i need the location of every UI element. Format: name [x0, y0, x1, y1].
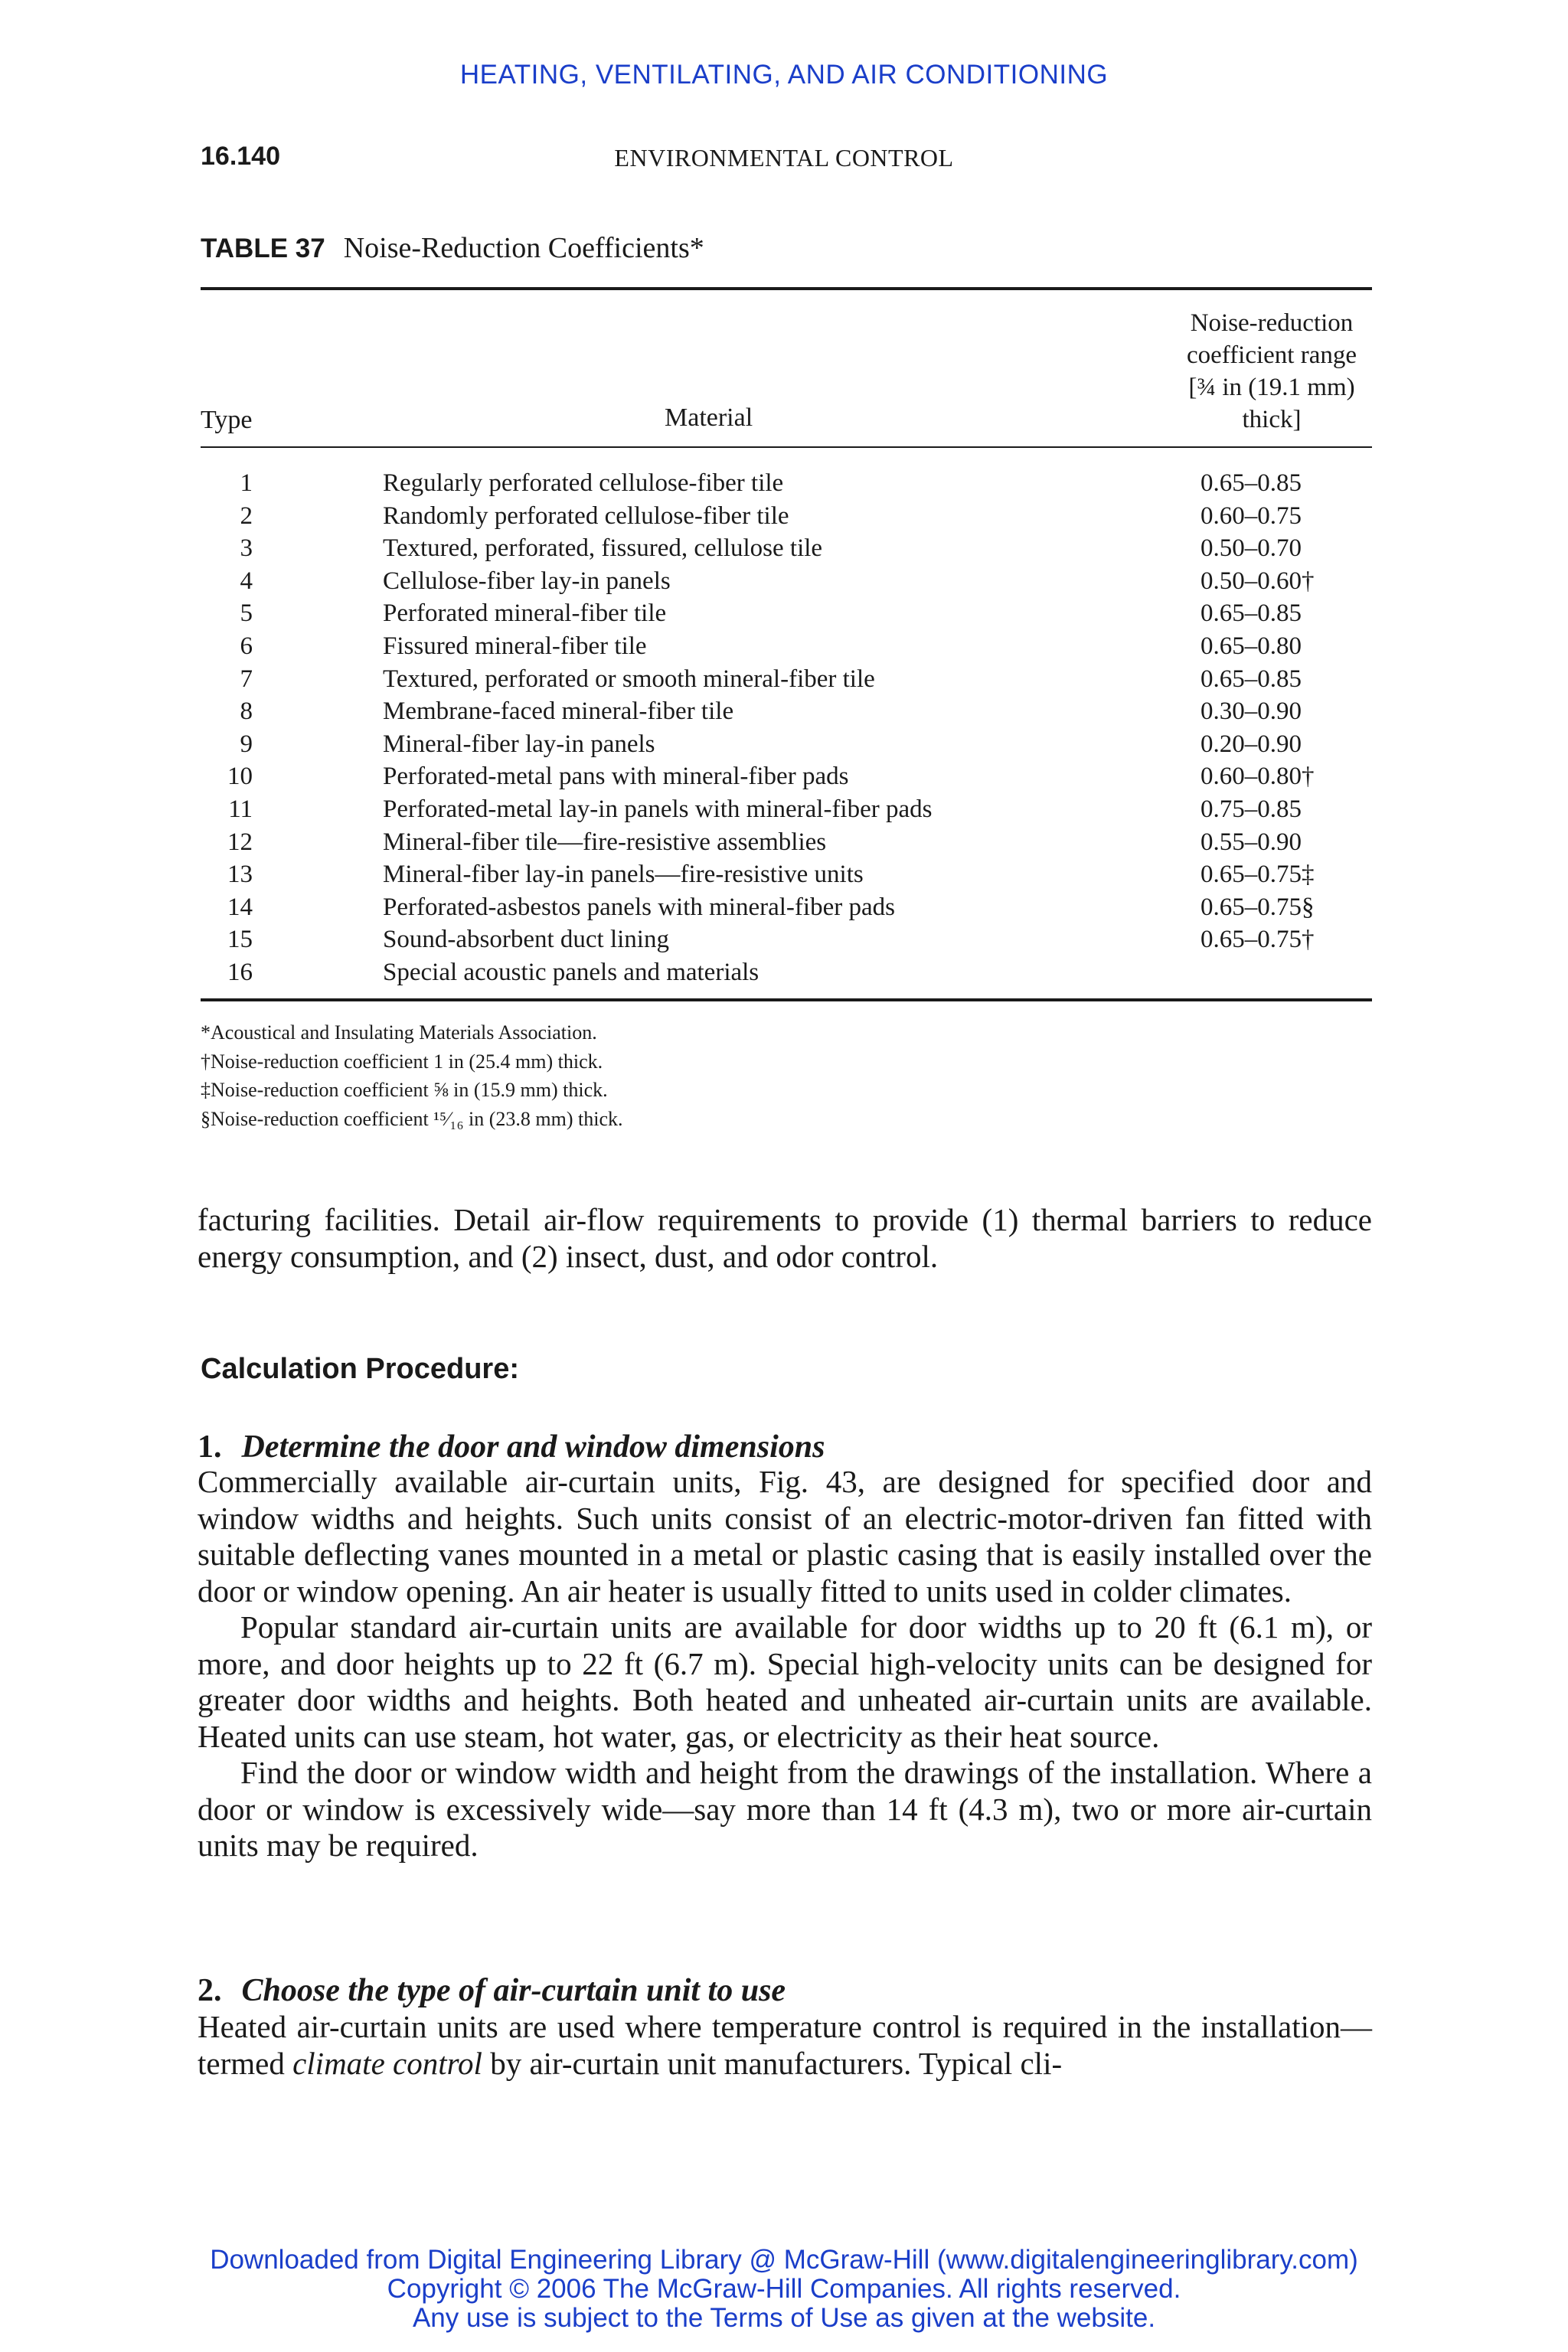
- body-paragraph: Commercially available air-curtain units, Fig. 43, are designed for specified door and window widths and heights. Such units consist of an electric-motor-driven fan fitted with suitable deflecting vanes mounted in a metal or plastic casing that is easily installed over the door or window opening. An air heater is usually fitted to units used in colder climates.: [198, 1464, 1372, 1609]
- row-nrc: 0.75–0.85: [1200, 795, 1302, 823]
- row-nrc: 0.65–0.75†: [1200, 926, 1315, 954]
- row-nrc: 0.20–0.90: [1200, 730, 1302, 758]
- table-row: [201, 500, 1372, 533]
- row-material: Perforated-metal lay-in panels with mineral-fiber pads: [383, 795, 933, 823]
- row-nrc: 0.50–0.60†: [1200, 567, 1315, 595]
- row-nrc: 0.65–0.75§: [1200, 893, 1315, 921]
- table-row: [201, 695, 1372, 728]
- row-nrc: 0.60–0.75: [1200, 501, 1302, 530]
- row-nrc: 0.50–0.70: [1200, 534, 1302, 563]
- table-row: [201, 956, 1372, 989]
- step-2-heading: [198, 1972, 786, 2009]
- column-header-type: Type: [201, 406, 253, 434]
- row-material: Mineral-fiber tile—fire-resistive assemblies: [383, 828, 827, 856]
- table-row: [201, 923, 1372, 956]
- footnote: *Acoustical and Insulating Materials Association.: [201, 1021, 597, 1044]
- row-nrc: 0.30–0.90: [1200, 697, 1302, 726]
- table-row: [201, 663, 1372, 696]
- step-number: 2.: [198, 1973, 222, 2008]
- footer-terms: Any use is subject to the Terms of Use as given at the website.: [412, 2303, 1156, 2333]
- row-nrc: 0.65–0.85: [1200, 665, 1302, 693]
- body-text: by air-curtain unit manufacturers. Typical cli-: [490, 2045, 1063, 2081]
- body-paragraph: Popular standard air-curtain units are available for door widths up to 20 ft (6.1 m), or more, and door heights up to 22 ft (6.7 m). Special high-velocity units can be designed for greater door widths and heights. Both heated and unheated air-curtain units are available. Heated units can use steam, hot water, gas, or electricity as their heat source.: [198, 1609, 1372, 1754]
- row-material: Regularly perforated cellulose-fiber tile: [383, 469, 784, 497]
- step-number: 1.: [198, 1429, 222, 1465]
- row-material: Special acoustic panels and materials: [383, 958, 760, 986]
- row-nrc: 0.65–0.80: [1200, 632, 1302, 660]
- table-row: [201, 891, 1372, 924]
- row-material: Sound-absorbent duct lining: [383, 926, 669, 954]
- column-header-nrc-line: coefficient range: [1186, 341, 1357, 369]
- column-header-nrc-line: thick]: [1242, 406, 1302, 433]
- row-material: Perforated mineral-fiber tile: [383, 599, 667, 628]
- row-type: 11: [228, 795, 253, 823]
- row-type: 1: [240, 469, 253, 497]
- column-header-material: Material: [665, 403, 753, 432]
- row-type: 4: [240, 567, 253, 595]
- footer-source-link[interactable]: Downloaded from Digital Engineering Library @ McGraw-Hill (www.digitalengineeringlibrary.com): [210, 2245, 1358, 2275]
- table-row: [201, 826, 1372, 859]
- row-type: 13: [227, 861, 253, 889]
- row-material: Textured, perforated, fissured, cellulose tile: [383, 534, 823, 563]
- footnote: ‡Noise-reduction coefficient ⅝ in (15.9 mm) thick.: [201, 1079, 608, 1101]
- row-nrc: 0.60–0.80†: [1200, 763, 1315, 791]
- row-material: Fissured mineral-fiber tile: [383, 632, 647, 660]
- table-row: [201, 532, 1372, 565]
- calculation-procedure-heading: Calculation Procedure:: [201, 1353, 519, 1385]
- row-type: 5: [240, 599, 253, 628]
- intro-paragraph: [198, 1202, 1372, 1275]
- download-footer: [0, 2246, 1568, 2333]
- step-1-heading: [198, 1429, 825, 1465]
- table-caption: [201, 231, 704, 265]
- table-label: TABLE 37: [201, 234, 325, 263]
- row-material: Perforated-metal pans with mineral-fiber pads: [383, 763, 849, 791]
- row-type: 3: [240, 534, 253, 563]
- page-number: 16.140: [201, 142, 280, 171]
- row-type: 16: [227, 958, 253, 986]
- table-row: [201, 760, 1372, 793]
- row-material: Mineral-fiber lay-in panels—fire-resistive units: [383, 861, 864, 889]
- row-type: 9: [240, 730, 253, 758]
- table-row: [201, 793, 1372, 826]
- table-row: [201, 630, 1372, 663]
- row-type: 6: [240, 632, 253, 660]
- table-row: [201, 858, 1372, 891]
- footnote: †Noise-reduction coefficient 1 in (25.4 mm) thick.: [201, 1050, 603, 1073]
- row-type: 7: [240, 665, 253, 693]
- row-nrc: 0.55–0.90: [1200, 828, 1302, 856]
- body-paragraph: [198, 2009, 1372, 2082]
- row-material: Textured, perforated or smooth mineral-fiber tile: [383, 665, 875, 693]
- table-row: [201, 467, 1372, 500]
- row-nrc: 0.65–0.85: [1200, 469, 1302, 497]
- step-title: Choose the type of air-curtain unit to use: [241, 1973, 786, 2008]
- step-2-body: [198, 2009, 1372, 2082]
- step-1-body: [198, 1464, 1372, 1864]
- running-header: HEATING, VENTILATING, AND AIR CONDITIONING: [459, 60, 1109, 90]
- row-material: Mineral-fiber lay-in panels: [383, 730, 655, 758]
- table-header-rule: [201, 446, 1372, 448]
- body-text: Heated air-curtain units are used where temperature control is required in the installation—termed: [198, 2009, 1372, 2081]
- table-row: [201, 597, 1372, 630]
- row-type: 12: [227, 828, 253, 856]
- step-title: Determine the door and window dimensions: [241, 1429, 825, 1465]
- table-bottom-rule: [201, 998, 1372, 1001]
- table-title: Noise-Reduction Coefficients*: [343, 232, 704, 264]
- row-type: 8: [240, 697, 253, 726]
- table-top-rule: [201, 287, 1372, 290]
- row-type: 2: [240, 501, 253, 530]
- column-header-nrc-line: [¾ in (19.1 mm): [1188, 374, 1355, 401]
- footnote: §Noise-reduction coefficient ¹⁵⁄₁₆ in (23.8 mm) thick.: [201, 1107, 623, 1130]
- row-nrc: 0.65–0.75‡: [1200, 861, 1315, 889]
- row-nrc: 0.65–0.85: [1200, 599, 1302, 628]
- column-header-nrc: [1164, 307, 1380, 436]
- footer-copyright: Copyright © 2006 The McGraw-Hill Companies. All rights reserved.: [387, 2274, 1181, 2304]
- column-header-nrc-line: Noise-reduction: [1190, 309, 1354, 337]
- section-title: ENVIRONMENTAL CONTROL: [614, 144, 954, 172]
- table-row: [201, 565, 1372, 598]
- emphasis-term: climate control: [292, 2045, 482, 2081]
- row-type: 10: [227, 763, 253, 791]
- row-type: 15: [227, 926, 253, 954]
- row-material: Randomly perforated cellulose-fiber tile: [383, 501, 789, 530]
- row-type: 14: [227, 893, 253, 921]
- row-material: Membrane-faced mineral-fiber tile: [383, 697, 734, 726]
- row-material: Cellulose-fiber lay-in panels: [383, 567, 671, 595]
- intro-paragraph-text: facturing facilities. Detail air-flow requirements to provide (1) thermal barriers to reduce energy consumption, and (2) insect, dust, and odor control.: [198, 1202, 1372, 1274]
- body-paragraph: Find the door or window width and height from the drawings of the installation. Where a door or window is excessively wide—say more than 14 ft (4.3 m), two or more air-curtain units may be required.: [198, 1755, 1372, 1863]
- row-material: Perforated-asbestos panels with mineral-fiber pads: [383, 893, 895, 921]
- table-row: [201, 728, 1372, 761]
- table-footnotes: [201, 1018, 622, 1133]
- table-body: [201, 467, 1372, 989]
